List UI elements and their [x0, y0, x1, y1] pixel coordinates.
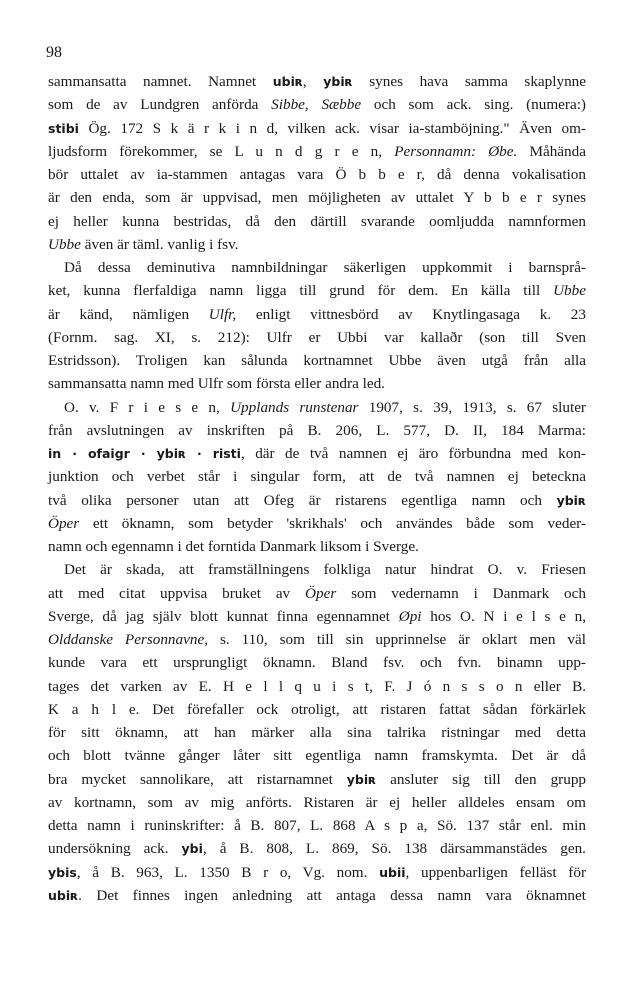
- text-line: ket, kunna flerfaldiga namn ligga till grund för dem. En källa till Ubbe: [48, 282, 586, 300]
- runic-transliteration: ybiʀ: [323, 74, 353, 89]
- text-line: för sitt öknamn, att han märker alla sina talrika ristningar med detta: [48, 724, 586, 741]
- italic-text: Sibbe, Sæbbe: [271, 96, 362, 114]
- runic-transliteration: ubiʀ: [272, 74, 303, 89]
- italic-text: Olddanske Personnavne,: [48, 631, 208, 648]
- text-line: Sverge, då jag själv blott kunnat finna egennamnet Øpi hos O. N i e l s e n,: [48, 607, 586, 625]
- text-line: undersökning ack. ybi, å B. 808, L. 869, Sö. 138 därsammanstädes gen.: [48, 840, 586, 858]
- italic-text: Ubbe: [48, 235, 81, 253]
- text-line: bra mycket sannolikare, att ristarnamnet ybiʀ ansluter sig till den grupp: [48, 770, 587, 788]
- text-line: och blott tvänne gånger låter sitt egentliga namn framskymta. Det är då: [48, 747, 586, 765]
- text-line: K a h l e. Det förefaller ock otroligt, att ristaren fattat sådan förkärlek: [48, 700, 586, 718]
- text-line: sammansatta namn med Ulfr som första eller andra led.: [48, 375, 385, 393]
- italic-text: Öper: [305, 584, 337, 602]
- text-line: ubiʀ. Det finnes ingen anledning att antaga dessa namn vara öknamnet: [48, 886, 586, 904]
- text-line: av kortnamn, som av mig anförts. Ristaren är ej heller alldeles ensam om: [48, 793, 586, 811]
- text-line: kunde vara ett ursprungligt öknamn. Bland fsv. och fvn. binamn upp-: [48, 654, 586, 672]
- italic-text: Ubbe: [553, 282, 586, 300]
- runic-transliteration: in · ofaigr · ybiʀ · risti: [48, 446, 241, 461]
- text-line: är känd, nämligen Ulfr, enligt vittnesbörd av Knytlingasaga k. 23: [48, 305, 586, 323]
- runic-transliteration: ubii: [379, 864, 406, 880]
- text-line: Estridsson). Troligen kan sålunda kortnamnet Ubbe även utgå från alla: [48, 352, 586, 369]
- runic-transliteration: ubiʀ: [48, 887, 79, 903]
- text-line: att med citat uppvisa bruket av Öper som vedernamn i Danmark och: [48, 584, 586, 602]
- text-line: är den enda, som är uppvisad, men möjligheten av uttalet Y b b e r synes: [48, 189, 586, 207]
- runic-transliteration: stibi: [48, 120, 79, 136]
- text-line: stibi Ög. 172 S k ä r k i n d, vilken ack. visar ia-stamböjning." Även om-: [48, 119, 586, 137]
- page-number: 98: [46, 44, 62, 61]
- text-line: Ubbe även är täml. vanlig i fsv.: [48, 235, 239, 253]
- text-line: Olddanske Personnavne, s. 110, som till sin upprinnelse är oklart men väl: [48, 631, 586, 648]
- text-line: tages det varken av E. H e l l q u i s t, F. J ó n s s o n eller B.: [48, 677, 586, 695]
- text-line: ybis, å B. 963, L. 1350 B r o, Vg. nom. ubii, uppenbarligen felläst för: [48, 863, 586, 881]
- text-line: namn och egennamn i det forntida Danmark liksom i Sverge.: [48, 538, 419, 555]
- text-line: som de av Lundgren anförda Sibbe, Sæbbe och som ack. sing. (numera:): [48, 96, 586, 114]
- paragraph-start: Det är skada, att framställningens folkliga natur hindrat O. v. Friesen: [64, 561, 586, 579]
- italic-text: Øpi: [398, 607, 422, 625]
- runic-transliteration: ybis: [48, 864, 77, 880]
- text-line: bör uttalet av ia-stammen antagas vara Ö b b e r, då denna vokalisation: [48, 166, 586, 183]
- italic-text: Ulfr,: [208, 305, 237, 323]
- italic-text: Öper: [48, 514, 80, 532]
- text-line: ljudsform förekommer, se L u n d g r e n, Personnamn: Øbe. Måhända: [48, 142, 586, 160]
- body-text: [48, 70, 586, 907]
- text-line: två olika personer utan att Ofeg är ristarens egentliga namn och ybiʀ: [48, 491, 586, 509]
- runic-transliteration: ybi: [181, 841, 203, 857]
- text-line: sammansatta namnet. Namnet ubiʀ, ybiʀ synes hava samma skaplynne: [48, 73, 586, 90]
- italic-text: Upplands runstenar: [230, 398, 359, 416]
- text-line: från avslutningen av inskriften på B. 206, L. 577, D. II, 184 Marma:: [48, 421, 586, 439]
- runic-transliteration: ybiʀ: [556, 492, 586, 508]
- text-line: ej heller kunna bestridas, då den därtill svarande oomljudda namnformen: [48, 212, 586, 230]
- paragraph-start: Då dessa deminutiva namnbildningar säkerligen uppkommit i barnsprå-: [64, 259, 586, 276]
- text-line: detta namn i runinskrifter: å B. 807, L. 868 A s p a, Sö. 137 står enl. min: [48, 817, 586, 834]
- text-line: in · ofaigr · ybiʀ · risti, där de två namnen ej äro förbundna med kon-: [48, 445, 586, 462]
- runic-transliteration: ybiʀ: [346, 771, 377, 787]
- paragraph-start: O. v. F r i e s e n, Upplands runstenar 1907, s. 39, 1913, s. 67 sluter: [64, 398, 586, 416]
- text-line: junktion och verbet står i singular form, att de två namnen ej beteckna: [48, 468, 586, 486]
- text-line: Öper ett öknamn, som betyder 'skrikhals' och användes både som veder-: [48, 514, 586, 532]
- text-line: (Fornm. sag. XI, s. 212): Ulfr er Ubbi var kallaðr (son till Sven: [48, 328, 586, 346]
- italic-text: Personnamn: Øbe.: [394, 142, 518, 160]
